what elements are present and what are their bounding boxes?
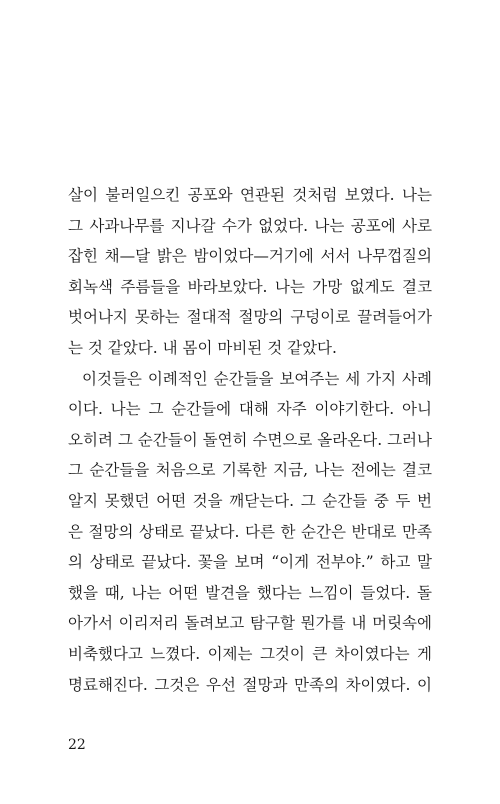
text-line: 는 것 같았다. 내 몸이 마비된 것 같았다. — [68, 338, 337, 357]
text-line: 살이 불러일으킨 공포와 연관된 것처럼 보였다. 나는 — [68, 186, 432, 204]
text-line: 잡힌 채—달 밝은 밤이었다—거기에 서서 나무껍질의 — [68, 247, 432, 266]
text-line: 이다. 나는 그 순간들에 대해 자주 이야기한다. 아니 — [68, 400, 432, 419]
text-line: 오히려 그 순간들이 돌연히 수면으로 올라온다. 그러나 — [68, 430, 432, 449]
text-line: 은 절망의 상태로 끝났다. 다른 한 순간은 반대로 만족 — [68, 522, 432, 541]
text-line: 의 상태로 끝났다. 꽃을 보며 “이게 전부야.” 하고 말 — [68, 553, 432, 572]
text-line: 이것들은 이례적인 순간들을 보여주는 세 가지 사례 — [82, 369, 432, 388]
body-text — [68, 180, 432, 700]
text-line: 그 순간들을 처음으로 기록한 지금, 나는 전에는 결코 — [68, 461, 432, 480]
text-line: 그 사과나무를 지나갈 수가 없었다. 나는 공포에 사로 — [68, 216, 432, 235]
text-line: 알지 못했던 어떤 것을 깨닫는다. 그 순간들 중 두 번 — [68, 491, 432, 510]
text-line: 아가서 이리저리 돌려보고 탐구할 뭔가를 내 머릿속에 — [68, 614, 432, 633]
text-line: 벗어나지 못하는 절대적 절망의 구덩이로 끌려들어가 — [68, 308, 432, 327]
text-line: 명료해진다. 그것은 우선 절망과 만족의 차이였다. 이 — [68, 675, 432, 694]
text-line: 했을 때, 나는 어떤 발견을 했다는 느낌이 들었다. 돌 — [68, 583, 432, 602]
text-line: 회녹색 주름들을 바라보았다. 나는 가망 없게도 결코 — [68, 277, 432, 296]
page-number: 22 — [68, 737, 86, 753]
text-line: 비축했다고 느꼈다. 이제는 그것이 큰 차이였다는 게 — [68, 644, 432, 663]
